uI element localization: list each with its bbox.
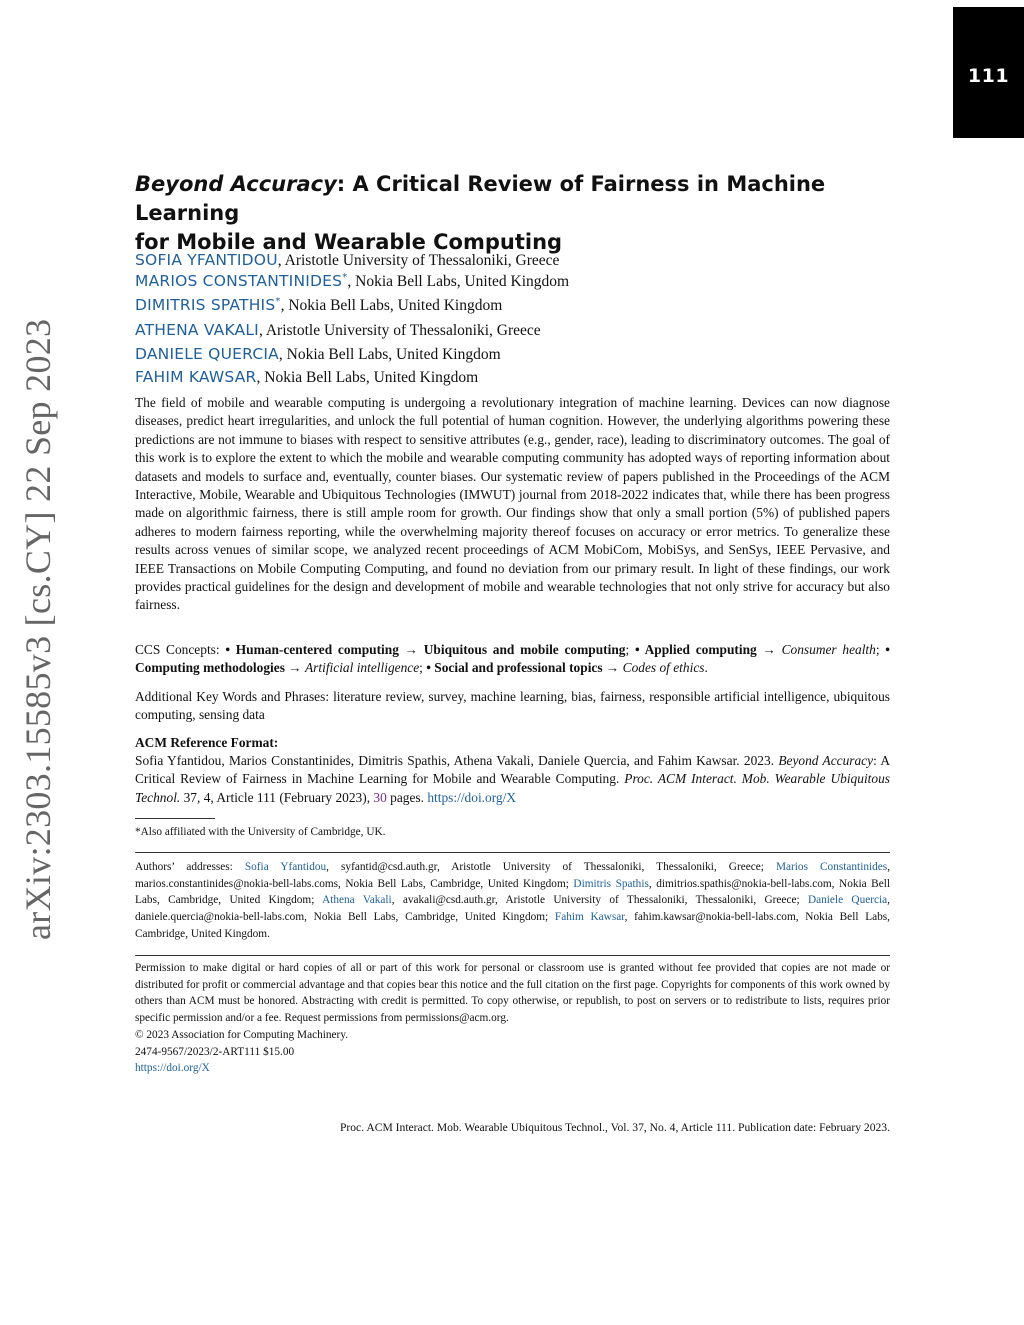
author-name: ATHENA VAKALI	[135, 321, 259, 340]
author-line	[135, 360, 915, 387]
reference-pages-link[interactable]: 30	[373, 789, 387, 805]
ccs-concept: • Applied computing →	[634, 642, 782, 657]
reference-title-emphasis: Beyond Accuracy	[778, 753, 874, 768]
author-affiliation: , Nokia Bell Labs, United Kingdom	[280, 296, 503, 314]
address-author-link[interactable]: Athena Vakali	[322, 894, 392, 907]
author-line	[135, 243, 915, 270]
article-number: 111	[967, 65, 1010, 87]
ccs-subconcept: Consumer health	[781, 642, 876, 657]
ccs-subconcept: Codes of ethics	[622, 660, 705, 676]
author-line	[135, 337, 915, 363]
address-details: , daniele.quercia@nokia-bell-labs.com, Nokia Bell Labs, Cambridge, United Kingdom;	[135, 894, 890, 924]
author-name: DIMITRIS SPATHIS	[135, 295, 276, 314]
permission-rule	[135, 955, 890, 956]
author-line	[135, 313, 915, 340]
author-affiliation: , Nokia Bell Labs, United Kingdom	[278, 345, 501, 363]
author-affiliation: , Aristotle University of Thessaloniki, Greece	[277, 252, 560, 270]
reference-heading: ACM Reference Format:	[135, 735, 279, 750]
author-addresses	[135, 859, 890, 943]
address-details: , avakali@csd.auth.gr, Aristotle University of Thessaloniki, Thessaloniki, Greece;	[391, 894, 808, 907]
issn-line: 2474-9567/2023/2-ART111 $15.00	[135, 1045, 295, 1058]
running-footer: Proc. ACM Interact. Mob. Wearable Ubiquitous Technol., Vol. 37, No. 4, Article 111. Publication date: February 2023.	[339, 1121, 890, 1134]
author-list	[135, 243, 915, 387]
keywords: Additional Key Words and Phrases: literature review, survey, machine learning, bias, fairness, responsible artificial intelligence, ubiquitous computing, sensing data	[135, 689, 890, 723]
ccs-subconcept: Artificial intelligence	[305, 660, 420, 676]
author-name: SOFIA YFANTIDOU	[135, 251, 278, 270]
address-author-link[interactable]: Dimitris Spathis	[573, 877, 649, 890]
address-author-link[interactable]: Marios Constantinides	[775, 861, 888, 873]
article-number-tab	[953, 7, 1024, 138]
ccs-separator: ;	[625, 642, 635, 657]
ccs-concepts	[135, 641, 890, 678]
ccs-concept: • Computing methodologies →	[135, 642, 890, 676]
address-details: , dimitrios.spathis@nokia-bell-labs.com, Nokia Bell Labs, Cambridge, United Kingdom;	[135, 877, 890, 907]
reference-format	[135, 752, 890, 807]
title-emphasis: Beyond Accuracy	[135, 172, 337, 196]
author-name: DANIELE QUERCIA	[135, 344, 279, 363]
reference-authors: Sofia Yfantidou, Marios Constantinides, Dimitris Spathis, Athena Vakali, Daniele Quercia, and Fahim Kawsar. 2023.	[135, 753, 779, 768]
author-affiliation: , Aristotle University of Thessaloniki, Greece	[258, 322, 541, 340]
author-affiliation: , Nokia Bell Labs, United Kingdom	[347, 273, 570, 291]
copyright-line: © 2023 Association for Computing Machinery.	[135, 1028, 349, 1041]
permission-text: Permission to make digital or hard copies of all or part of this work for personal or classroom use is granted without fee provided that copies are not made or distributed for profit or commercial advantage and that copies bear this notice and the full citation on the first page. Copyrights for components of this work owned by others than ACM must be honored. Abstracting with credit is permitted. To copy otherwise, or republish, to post on servers or to redistribute to lists, requires prior specific permission and/or a fee. Request permissions from permissions@acm.org.	[135, 962, 890, 1025]
address-author-link[interactable]: Fahim Kawsar	[554, 911, 625, 924]
footnote: *Also affiliated with the University of Cambridge, UK.	[135, 826, 386, 838]
address-author-link[interactable]: Daniele Quercia	[807, 894, 888, 907]
author-mark: *	[275, 295, 281, 307]
author-name: MARIOS CONSTANTINIDES	[135, 272, 343, 291]
author-line	[135, 266, 915, 289]
title-rest: : A Critical Review of Fairness in Machine Learning	[135, 172, 826, 225]
ccs-concept: • Human-centered computing → Ubiquitous and mobile computing	[225, 642, 626, 657]
author-mark: *	[342, 272, 348, 284]
arxiv-stamp: arXiv:2303.15585v3 [cs.CY] 22 Sep 2023	[18, 318, 58, 940]
addresses-rule	[135, 852, 890, 853]
abstract: The field of mobile and wearable computing is undergoing a revolutionary integration of machine learning. Devices can now diagnose diseases, predict heart irregularities, and unlock the full potential of human cognition. However, the underlying algorithms powering these predictions are not immune to biases with respect to sensitive attributes (e.g., gender, race), leading to discriminatory outcomes. The goal of this work is to explore the extent to which the mobile and wearable computing community has adopted ways of reporting information about datasets and models to surface and, eventually, counter biases. Our systematic review of papers published in the Proceedings of the ACM Interactive, Mobile, Wearable and Ubiquitous Technologies (IMWUT) journal from 2018-2022 indicates that, while there has been progress made on algorithmic fairness, there is still ample room for growth. Our findings show that only a small portion (5%) of published papers adheres to modern fairness reporting, while the overwhelming majority thereof focuses on accuracy or error metrics. To generalize these results across venues of similar scope, we analyzed recent proceedings of ACM MobiCom, MobiSys, and SenSys, IEEE Pervasive, and IEEE Transactions on Mobile Computing Computing, and found no deviation from our primary result. In light of these findings, our work provides practical guidelines for the design and development of mobile and wearable technologies that not only strive for accuracy but also fairness.	[135, 395, 890, 613]
reference-title: : A Critical Review of Fairness in Machine Learning for Mobile and Wearable Computing.	[135, 753, 891, 787]
footnote-rule	[135, 818, 215, 819]
address-author-link[interactable]: Sofia Yfantidou	[244, 861, 327, 873]
ccs-label: CCS Concepts:	[135, 642, 226, 657]
addresses-prefix: Authors’ addresses:	[135, 861, 245, 873]
ccs-separator: ;	[419, 660, 427, 676]
author-affiliation: , Nokia Bell Labs, United Kingdom	[256, 369, 479, 387]
title-line2: for Mobile and Wearable Computing	[135, 230, 563, 254]
ccs-separator: ;	[875, 642, 886, 657]
address-details: , syfantid@csd.auth.gr, Aristotle University of Thessaloniki, Thessaloniki, Greece;	[326, 861, 776, 873]
author-name: FAHIM KAWSAR	[135, 368, 257, 387]
reference-doi-link[interactable]: https://doi.org/X	[427, 789, 517, 805]
author-line	[135, 290, 915, 313]
ccs-concept: • Social and professional topics →	[426, 660, 623, 676]
reference-pages-word: pages.	[386, 789, 428, 805]
reference-journal: Proc. ACM Interact. Mob. Wearable Ubiquitous Technol.	[135, 771, 890, 805]
permission-block	[135, 960, 890, 1077]
ccs-end: .	[704, 660, 708, 676]
address-details: , fahim.kawsar@nokia-bell-labs.com, Nokia Bell Labs, Cambridge, United Kingdom.	[135, 911, 890, 940]
address-details: , marios.constantinides@nokia-bell-labs.coms, Nokia Bell Labs, Cambridge, United Kingdom;	[135, 861, 891, 890]
reference-details: 37, 4, Article 111 (February 2023),	[180, 789, 374, 805]
permission-doi-link[interactable]: https://doi.org/X	[135, 1062, 210, 1075]
